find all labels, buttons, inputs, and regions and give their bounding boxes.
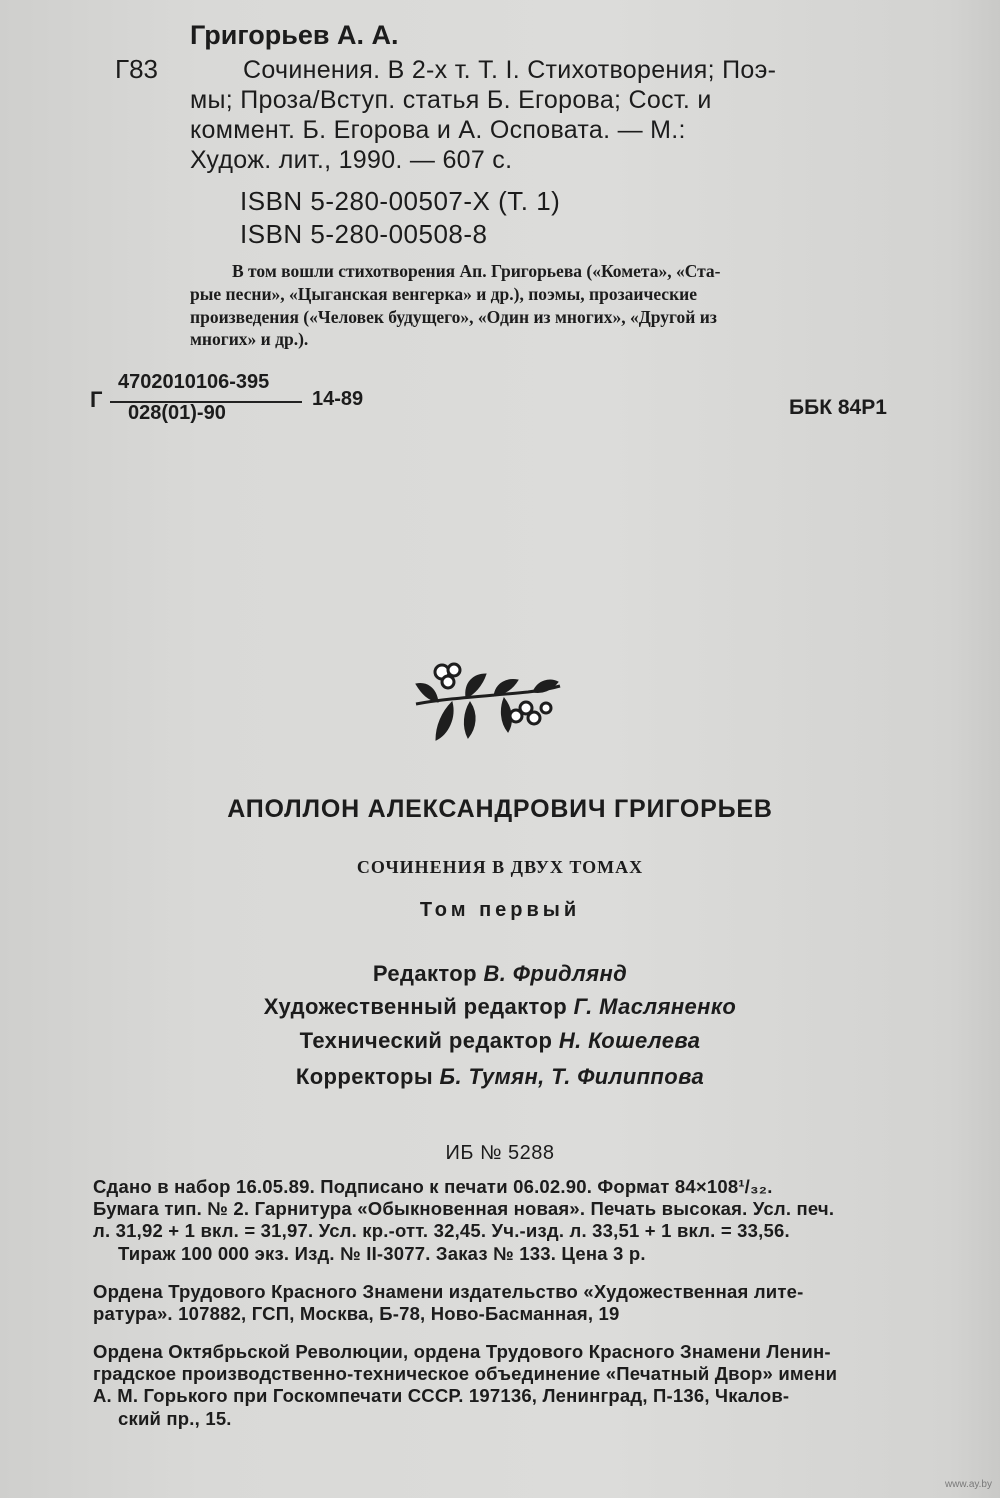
credit-art-editor xyxy=(0,994,1000,1020)
description-line: мы; Проза/Вступ. статья Б. Егорова; Сост. и xyxy=(190,86,712,114)
imprint-line: Тираж 100 000 экз. Изд. № II-3077. Заказ № 133. Цена 3 р. xyxy=(118,1243,646,1264)
catalog-numerator: 4702010106-395 xyxy=(118,371,270,393)
bbk-code: ББК 84Р1 xyxy=(789,396,887,419)
isbn-volume: ISBN 5-280-00507-X (Т. 1) xyxy=(240,186,561,216)
credit-person: В. Фридлянд xyxy=(483,961,628,986)
description-line: Сочинения. В 2-х т. Т. I. Стихотворения; Поэ- xyxy=(243,56,777,84)
classification-code: Г83 xyxy=(115,54,158,84)
credit-person: Б. Тумян, Т. Филиппова xyxy=(439,1064,705,1089)
imprint-line: Сдано в набор 16.05.89. Подписано к печати 06.02.90. Формат 84×108¹/₃₂. xyxy=(93,1176,773,1197)
catalog-suffix: 14-89 xyxy=(312,388,364,410)
credit-role: Редактор xyxy=(372,961,484,986)
isbn-set: ISBN 5-280-00508-8 xyxy=(240,219,488,249)
printer-line: А. М. Горького при Госкомпечати СССР. 197136, Ленинград, П-136, Чкалов- xyxy=(93,1385,790,1406)
imprint-line: л. 31,92 + 1 вкл. = 31,97. Усл. кр.-отт. 32,45. Уч.-изд. л. 33,51 + 1 вкл. = 33,56. xyxy=(93,1220,790,1241)
printer-line: ский пр., 15. xyxy=(118,1408,232,1429)
printer-line: Ордена Октябрьской Революции, ордена Трудового Красного Знамени Ленин- xyxy=(93,1341,831,1362)
credit-proofreaders xyxy=(0,1064,1000,1090)
watermark: www.ay.by xyxy=(944,1479,992,1490)
imprint-line: Бумага тип. № 2. Гарнитура «Обыкновенная новая». Печать высокая. Усл. печ. xyxy=(93,1198,835,1219)
catalog-letter: Г xyxy=(90,387,103,412)
publisher-line: Ордена Трудового Красного Знамени издательство «Художественная лите- xyxy=(93,1281,804,1302)
credit-tech-editor xyxy=(0,1028,1000,1054)
description-line: коммент. Б. Егорова и А. Осповата. — М.: xyxy=(190,116,686,144)
branch-ornament-icon xyxy=(408,652,568,752)
printer-line: градское производственно-техническое объединение «Печатный Двор» имени xyxy=(93,1363,838,1384)
credit-role: Художественный редактор xyxy=(263,994,574,1019)
ib-number: ИБ № 5288 xyxy=(445,1142,555,1164)
description-line: Худож. лит., 1990. — 607 с. xyxy=(190,146,513,174)
credit-role: Технический редактор xyxy=(299,1028,559,1053)
annotation-line: произведения («Человек будущего», «Один из многих», «Другой из xyxy=(190,307,717,327)
publisher-line: ратура». 107882, ГСП, Москва, Б-78, Ново-Басманная, 19 xyxy=(93,1303,620,1324)
catalog-denominator: 028(01)-90 xyxy=(128,402,226,424)
credit-role: Корректоры xyxy=(295,1064,440,1089)
volume-label: Том первый xyxy=(419,899,581,921)
annotation-line: многих» и др.). xyxy=(190,329,309,349)
book-subtitle: СОЧИНЕНИЯ В ДВУХ ТОМАХ xyxy=(356,857,644,877)
annotation-line: В том вошли стихотворения Ап. Григорьева («Комета», «Ста- xyxy=(232,261,721,281)
credit-person: Н. Кошелева xyxy=(558,1028,701,1053)
annotation-line: рые песни», «Цыганская венгерка» и др.), поэмы, прозаические xyxy=(190,284,697,304)
book-title: АПОЛЛОН АЛЕКСАНДРОВИЧ ГРИГОРЬЕВ xyxy=(227,795,773,823)
credit-editor xyxy=(0,961,1000,987)
credit-person: Г. Масляненко xyxy=(573,994,737,1019)
author-name: Григорьев А. А. xyxy=(190,20,399,50)
